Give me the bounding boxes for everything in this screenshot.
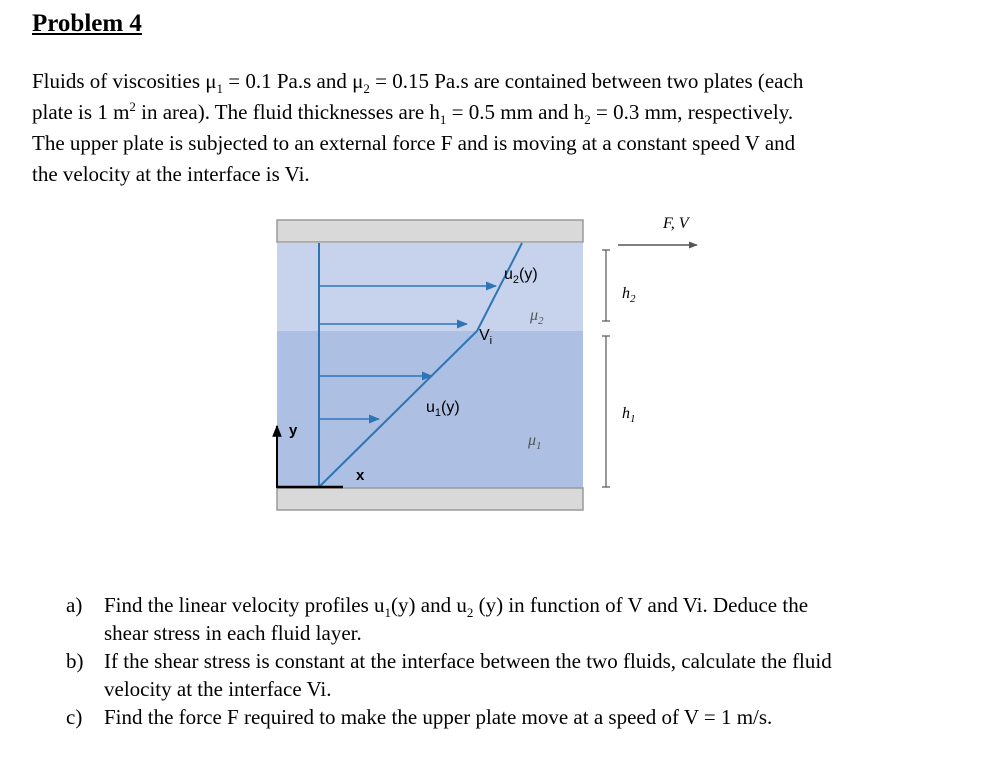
statement-line-3: The upper plate is subjected to an external force F and is moving at a constant speed V and: [32, 131, 796, 155]
question-text: If the shear stress is constant at the interface between the two fluids, calculate the fluid velocity at the interface Vi.: [104, 649, 832, 701]
question-label: a): [66, 593, 83, 617]
statement-line-1: Fluids of viscosities $\mu_1 = 0.1$ Pa.s and $\mu_2 = 0.15$ Pa.s are contained between two plates (each: [32, 69, 804, 97]
mu1-label: $\mu_1$: [528, 432, 542, 452]
question-text: Find the force F required to make the upper plate move at a speed of V = 1 m/s.: [104, 705, 773, 729]
statement-line-2: plate is 1 $m^2$ in area). The fluid thicknesses are $h_1 = 0.5$ mm and $h_2 = 0.3$ mm, respectively.: [32, 99, 794, 128]
vi-label: $V_i$: [479, 327, 493, 347]
mu2-label: $\mu_2$: [530, 307, 544, 327]
h1-label: $h_1$: [622, 405, 636, 425]
u1-label: $u_1(y)$: [426, 399, 460, 419]
question-label: c): [66, 705, 83, 729]
x-axis-label: x: [356, 467, 365, 484]
upper-plate: [277, 220, 583, 242]
question-text: Find the linear velocity profiles $u_1(y)$ and $u_2$ (y) in function of V and Vi. Deduce the shear stress in each fluid layer.: [104, 593, 809, 645]
h2-label: $h_2$: [622, 285, 636, 305]
question-a: [66, 591, 956, 647]
problem-title: Problem 4: [32, 10, 142, 37]
question-c: [66, 703, 956, 731]
u2-label: $u_2(y)$: [504, 266, 538, 286]
lower-plate: [277, 488, 583, 510]
force-label: F, V: [663, 215, 689, 232]
question-b: [66, 647, 956, 703]
question-list: [66, 591, 956, 731]
y-axis-label: y: [289, 422, 298, 439]
statement-line-4: the velocity at the interface is Vi.: [32, 162, 310, 186]
question-label: b): [66, 649, 84, 673]
